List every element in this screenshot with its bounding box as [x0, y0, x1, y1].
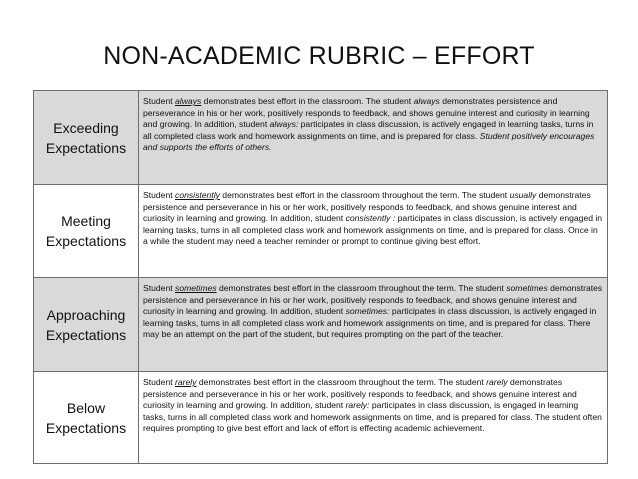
description-text: demonstrates persistence and perseverance in his or her work, positively responds to feedback, and shows genuine interest and curiosity in learning and growing. In addition, student: [143, 283, 603, 317]
rating-label-line: Below: [66, 399, 106, 416]
rating-label: [34, 372, 139, 463]
rating-description: [139, 372, 607, 463]
rating-label-line: Expectations: [45, 419, 127, 436]
description-text: always:: [269, 119, 299, 130]
rubric-table: [33, 90, 608, 464]
rating-label: [34, 278, 139, 371]
description-text: demonstrates persistence and perseverance in his or her work, positively responds to feedback, and shows genuine interest and curiosity in learning and growing. In addition, student: [143, 96, 590, 130]
description-text: Student: [143, 96, 176, 106]
description-text: Student positively encourages and supports the efforts of others.: [143, 130, 595, 153]
description-text: Student: [143, 190, 176, 200]
rating-description: [139, 185, 607, 277]
description-text: rarely:: [345, 400, 370, 411]
rating-label: [34, 91, 139, 184]
rating-label: [34, 185, 139, 277]
description-text: demonstrates best effort in the classroom throughout the term. The student: [196, 377, 487, 387]
description-text: sometimes: [175, 283, 217, 293]
rating-description: [139, 91, 607, 184]
rubric-row-exceeding: [34, 91, 607, 184]
description-text: always: [175, 96, 202, 106]
rating-label-line: Meeting: [61, 213, 111, 229]
description-text: participates in class discussion, is actively engaged in learning tasks, turns in all completed class work and homework assignments on time, and is prepared for class. There may be an attempt on the part of the student, but requires prompting on the part of the teacher.: [143, 306, 597, 340]
description-text: rarely: [486, 377, 508, 387]
description-text: consistently :: [345, 213, 396, 224]
description-text: usually: [509, 190, 537, 200]
description-text: sometimes:: [345, 306, 390, 317]
rating-label-line: Approaching: [46, 306, 126, 323]
description-text: consistently: [175, 190, 220, 200]
description-text: demonstrates persistence and perseverance in his or her work, positively responds to feedback, and shows genuine interest and curiosity in learning and growing. In addition, student: [143, 377, 577, 411]
rating-description: [139, 278, 607, 371]
description-text: Student: [143, 377, 176, 387]
rating-label-line: Expectations: [45, 139, 127, 156]
rating-label-line: Expectations: [45, 326, 127, 343]
rubric-row-meeting: [34, 184, 607, 277]
description-text: sometimes: [506, 283, 548, 293]
description-text: participates in class discussion, is actively engaged in learning tasks, turns in all completed class work and homework assignments on time, and is prepared for class. Once in a while the student may need a teacher reminder or prompt to continue giving best effort.: [143, 213, 603, 247]
description-text: rarely: [175, 377, 197, 387]
description-text: Student: [143, 283, 176, 293]
description-text: demonstrates best effort in the classroom. The student: [201, 96, 414, 106]
description-text: demonstrates persistence and perseverance in his or her work, positively responds to feedback, and shows genuine interest and curiosity in learning and growing. In addition, student: [143, 190, 591, 224]
rubric-row-approaching: [34, 277, 607, 371]
rating-label-line: Exceeding: [53, 119, 119, 136]
description-text: demonstrates best effort in the classroom throughout the term. The student: [219, 190, 510, 200]
rubric-row-below: [34, 371, 607, 463]
description-text: participates in class discussion, is actively engaged in learning tasks, turns in all completed class work and homework assignments on time, and is prepared for class.: [143, 119, 594, 141]
description-text: demonstrates best effort in the classroom throughout the term. The student: [216, 283, 507, 293]
description-text: always: [413, 96, 440, 106]
rating-label-line: Expectations: [45, 233, 127, 249]
page-title: NON-ACADEMIC RUBRIC – EFFORT: [103, 42, 535, 70]
description-text: participates in class discussion, is engaged in learning tasks, turns in all completed class work and homework assignments on time, and is prepared for class. The student often requires prompting to give best effort and lack of effort is effecting academic achievement.: [143, 400, 602, 434]
